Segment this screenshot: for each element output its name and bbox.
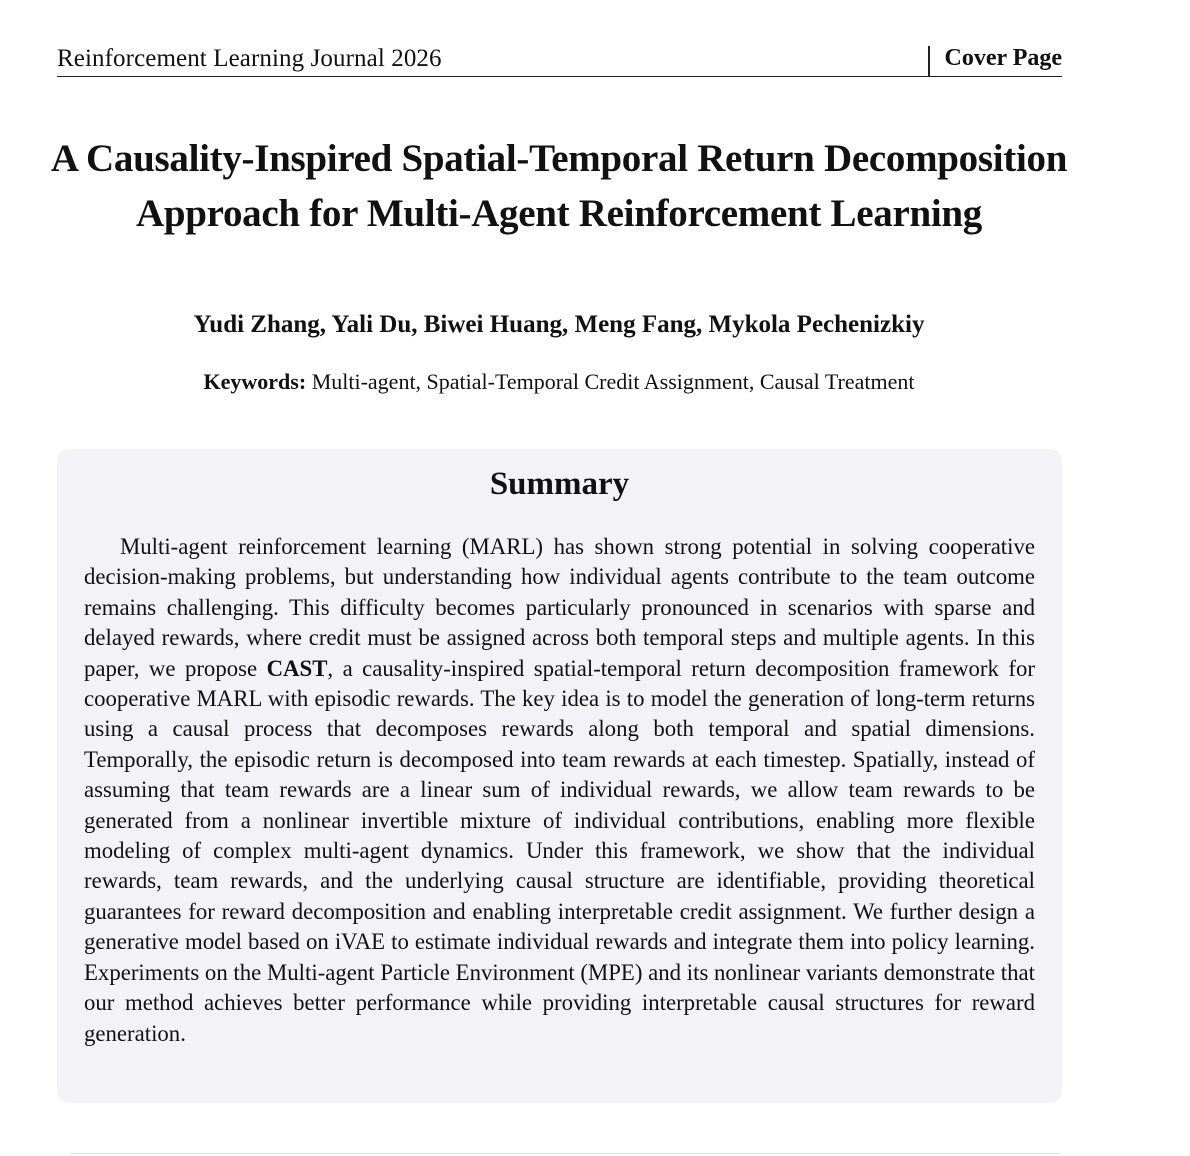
paper-title: A Causality-Inspired Spatial-Temporal Return Decomposition Approach for Multi-Agent Reinforcement Learning	[50, 137, 1068, 235]
keywords-value: Multi-agent, Spatial-Temporal Credit Assignment, Causal Treatment	[311, 369, 915, 394]
method-name: CAST	[266, 655, 328, 681]
keywords-line	[0, 369, 1118, 395]
header-separator	[928, 46, 930, 76]
summary-paragraph	[84, 532, 1035, 1049]
running-header	[57, 42, 1062, 77]
keywords-label: Keywords:	[203, 369, 307, 394]
summary-box	[57, 449, 1062, 1103]
summary-heading: Summary	[489, 466, 630, 502]
summary-text-part-1: Multi-agent reinforcement learning (MARL) has shown strong potential in solving cooperative decision-making problems, but understanding how individual agents contribute to the team outcome remains challenging. This difficulty becomes particularly pronounced in scenarios with sparse and delayed rewards, where credit must be assigned across both temporal steps and multiple agents. In this paper, we propose	[84, 534, 1035, 681]
summary-text-part-2: , a causality-inspired spatial-temporal return decomposition framework for cooperative MARL with episodic rewards. The key idea is to model the generation of long-term returns using a causal process that decomposes rewards along both temporal and spatial dimensions. Temporally, the episodic return is decomposed into team rewards at each timestep. Spatially, instead of assuming that team rewards are a linear sum of individual rewards, we allow team rewards to be generated from a nonlinear invertible mixture of individual contributions, enabling more flexible modeling of complex multi-agent dynamics. Under this framework, we show that the individual rewards, team rewards, and the underlying causal structure are identifiable, providing theoretical guarantees for reward decomposition and enabling interpretable credit assignment. We further design a generative model based on iVAE to estimate individual rewards and integrate them into policy learning. Experiments on the Multi-agent Particle Environment (MPE) and its nonlinear variants demonstrate that our method achieves better performance while providing interpretable causal structures for reward generation.	[84, 655, 1035, 1046]
cover-page-label: Cover Page	[944, 45, 1062, 71]
author-list: Yudi Zhang, Yali Du, Biwei Huang, Meng Fang, Mykola Pechenizkiy	[193, 311, 925, 338]
journal-name: Reinforcement Learning Journal 2026	[57, 45, 442, 72]
bottom-divider	[70, 1153, 1060, 1154]
